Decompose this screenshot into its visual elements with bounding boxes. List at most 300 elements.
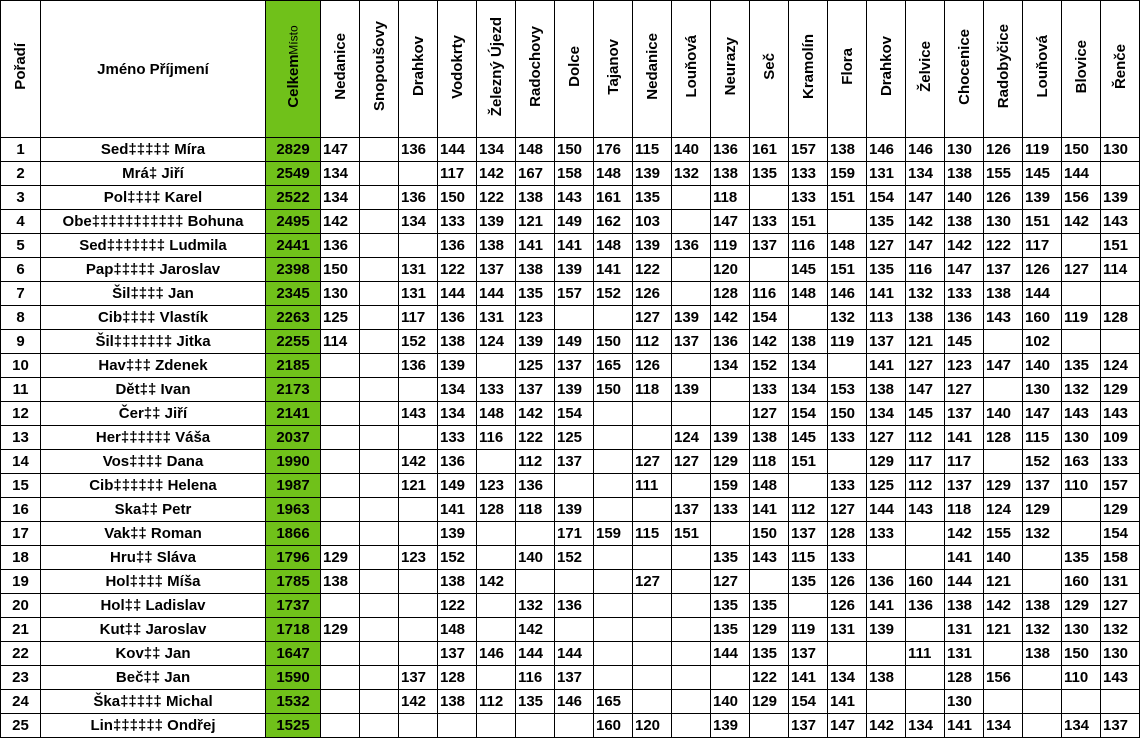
score-cell: 137 [555, 450, 594, 474]
score-cell: 138 [1023, 594, 1062, 618]
score-cell: 128 [828, 522, 867, 546]
score-cell: 117 [399, 306, 438, 330]
score-cell [906, 546, 945, 570]
score-cell: 165 [594, 354, 633, 378]
score-cell [360, 642, 399, 666]
score-cell: 138 [945, 162, 984, 186]
score-cell: 131 [867, 162, 906, 186]
score-cell: 145 [789, 258, 828, 282]
score-cell: 148 [789, 282, 828, 306]
score-cell: 139 [438, 522, 477, 546]
score-cell [633, 618, 672, 642]
score-cell: 153 [828, 378, 867, 402]
score-cell: 165 [594, 690, 633, 714]
rank-cell: 5 [1, 234, 41, 258]
score-cell: 141 [867, 282, 906, 306]
score-cell: 115 [789, 546, 828, 570]
score-cell: 146 [828, 282, 867, 306]
table-row [1, 690, 1140, 714]
score-cell: 135 [789, 570, 828, 594]
score-cell: 138 [945, 594, 984, 618]
score-cell: 146 [555, 690, 594, 714]
total-cell: 1987 [266, 474, 321, 498]
score-cell [360, 234, 399, 258]
score-cell [321, 378, 360, 402]
score-cell [360, 210, 399, 234]
score-cell: 150 [555, 138, 594, 162]
score-cell [1023, 570, 1062, 594]
score-cell: 137 [555, 666, 594, 690]
score-cell [633, 642, 672, 666]
score-cell: 135 [750, 594, 789, 618]
score-cell: 147 [906, 186, 945, 210]
score-cell: 126 [633, 354, 672, 378]
score-cell [906, 690, 945, 714]
score-cell: 130 [945, 138, 984, 162]
score-cell: 134 [438, 378, 477, 402]
score-cell: 127 [906, 354, 945, 378]
score-cell: 159 [594, 522, 633, 546]
score-cell [360, 474, 399, 498]
score-cell: 142 [516, 402, 555, 426]
score-cell [360, 450, 399, 474]
score-cell: 137 [1023, 474, 1062, 498]
score-cell [672, 618, 711, 642]
score-cell: 137 [1101, 714, 1140, 738]
score-cell [594, 450, 633, 474]
score-cell: 130 [1101, 642, 1140, 666]
rank-cell: 13 [1, 426, 41, 450]
score-cell: 116 [906, 258, 945, 282]
score-cell: 136 [867, 570, 906, 594]
score-cell: 140 [711, 690, 750, 714]
score-cell: 134 [321, 162, 360, 186]
score-cell: 133 [828, 546, 867, 570]
score-cell: 163 [1062, 450, 1101, 474]
score-cell: 132 [1023, 522, 1062, 546]
score-cell: 154 [1101, 522, 1140, 546]
score-cell: 148 [594, 162, 633, 186]
score-cell: 116 [750, 282, 789, 306]
score-cell: 122 [438, 594, 477, 618]
score-cell: 143 [1101, 210, 1140, 234]
score-cell: 133 [750, 378, 789, 402]
score-cell: 155 [984, 522, 1023, 546]
score-cell [1023, 666, 1062, 690]
score-cell: 137 [945, 474, 984, 498]
score-cell: 127 [633, 306, 672, 330]
score-cell: 152 [555, 546, 594, 570]
score-cell: 120 [711, 258, 750, 282]
rank-cell: 6 [1, 258, 41, 282]
score-cell: 142 [516, 618, 555, 642]
total-cell: 1590 [266, 666, 321, 690]
score-cell: 144 [438, 282, 477, 306]
total-cell: 1647 [266, 642, 321, 666]
score-cell: 138 [438, 690, 477, 714]
rank-cell: 20 [1, 594, 41, 618]
score-cell [321, 498, 360, 522]
score-cell [1062, 282, 1101, 306]
score-cell: 122 [516, 426, 555, 450]
score-cell [360, 666, 399, 690]
score-cell [360, 570, 399, 594]
score-cell [360, 594, 399, 618]
score-cell: 138 [477, 234, 516, 258]
rank-cell: 21 [1, 618, 41, 642]
score-cell: 125 [321, 306, 360, 330]
score-cell [399, 426, 438, 450]
score-cell: 135 [1062, 546, 1101, 570]
score-cell [555, 714, 594, 738]
score-cell: 122 [438, 258, 477, 282]
score-cell [399, 234, 438, 258]
score-cell: 145 [906, 402, 945, 426]
venue-header: Blovice [1062, 1, 1101, 138]
score-cell [360, 282, 399, 306]
score-cell: 116 [516, 666, 555, 690]
table-body [1, 138, 1140, 738]
table-row [1, 666, 1140, 690]
score-cell: 150 [1062, 642, 1101, 666]
score-cell: 123 [945, 354, 984, 378]
score-cell: 109 [1101, 426, 1140, 450]
score-cell [789, 594, 828, 618]
score-cell: 133 [711, 498, 750, 522]
table-row [1, 474, 1140, 498]
score-cell: 130 [321, 282, 360, 306]
score-cell: 140 [672, 138, 711, 162]
score-cell: 122 [633, 258, 672, 282]
score-cell: 140 [984, 402, 1023, 426]
score-cell: 132 [1023, 618, 1062, 642]
score-cell: 147 [711, 210, 750, 234]
score-cell: 167 [516, 162, 555, 186]
rank-cell: 25 [1, 714, 41, 738]
score-cell [984, 690, 1023, 714]
score-cell: 176 [594, 138, 633, 162]
score-cell: 151 [1023, 210, 1062, 234]
score-cell: 136 [516, 474, 555, 498]
rank-cell: 19 [1, 570, 41, 594]
score-cell: 139 [867, 618, 906, 642]
score-cell: 152 [750, 354, 789, 378]
score-cell [984, 450, 1023, 474]
score-cell: 147 [828, 714, 867, 738]
header-row [1, 1, 1140, 138]
name-cell: Hol‡‡ Ladislav [41, 594, 266, 618]
venue-header: Snopoušovy [360, 1, 399, 138]
total-cell: 2185 [266, 354, 321, 378]
score-cell: 152 [438, 546, 477, 570]
score-cell: 151 [828, 186, 867, 210]
score-cell: 154 [789, 402, 828, 426]
rank-cell: 17 [1, 522, 41, 546]
score-cell: 147 [984, 354, 1023, 378]
score-cell: 137 [867, 330, 906, 354]
score-cell: 131 [1101, 570, 1140, 594]
total-cell: 2829 [266, 138, 321, 162]
score-cell [360, 522, 399, 546]
score-cell [984, 330, 1023, 354]
score-cell [984, 642, 1023, 666]
score-cell: 139 [711, 426, 750, 450]
score-cell: 124 [984, 498, 1023, 522]
score-cell: 119 [1023, 138, 1062, 162]
score-cell [672, 282, 711, 306]
score-cell: 130 [1062, 426, 1101, 450]
score-cell [1101, 162, 1140, 186]
score-cell: 133 [789, 186, 828, 210]
score-cell: 129 [750, 690, 789, 714]
score-cell: 139 [633, 234, 672, 258]
score-cell: 135 [633, 186, 672, 210]
score-cell: 115 [633, 138, 672, 162]
score-cell: 148 [438, 618, 477, 642]
total-cell: 1718 [266, 618, 321, 642]
score-cell [321, 642, 360, 666]
score-cell: 121 [984, 618, 1023, 642]
score-cell: 145 [789, 426, 828, 450]
score-cell: 154 [867, 186, 906, 210]
score-cell [1062, 330, 1101, 354]
score-cell: 135 [711, 618, 750, 642]
name-cell: Lin‡‡‡‡‡‡ Ondřej [41, 714, 266, 738]
score-cell: 134 [399, 210, 438, 234]
score-cell [477, 594, 516, 618]
score-cell: 110 [1062, 666, 1101, 690]
score-cell: 142 [867, 714, 906, 738]
score-cell [1023, 546, 1062, 570]
venue-header: Nedanice [633, 1, 672, 138]
score-cell [477, 450, 516, 474]
score-cell: 131 [945, 642, 984, 666]
score-cell: 118 [711, 186, 750, 210]
score-cell: 127 [711, 570, 750, 594]
score-cell: 135 [711, 594, 750, 618]
score-cell: 114 [1101, 258, 1140, 282]
score-cell [867, 642, 906, 666]
score-cell: 145 [1023, 162, 1062, 186]
score-cell: 119 [828, 330, 867, 354]
score-cell: 136 [672, 234, 711, 258]
score-cell: 127 [945, 378, 984, 402]
score-cell: 137 [984, 258, 1023, 282]
name-cell: Sed‡‡‡‡‡‡‡ Ludmila [41, 234, 266, 258]
score-cell: 137 [789, 714, 828, 738]
score-cell [906, 666, 945, 690]
score-cell: 143 [399, 402, 438, 426]
score-cell: 143 [906, 498, 945, 522]
score-cell: 127 [867, 426, 906, 450]
score-cell: 129 [1101, 498, 1140, 522]
score-cell: 138 [984, 282, 1023, 306]
score-cell: 111 [906, 642, 945, 666]
table-row [1, 330, 1140, 354]
score-cell: 136 [906, 594, 945, 618]
total-cell: 1525 [266, 714, 321, 738]
total-header [266, 1, 321, 138]
score-cell: 111 [633, 474, 672, 498]
score-cell: 119 [711, 234, 750, 258]
score-cell: 151 [789, 210, 828, 234]
score-cell: 117 [1023, 234, 1062, 258]
table-row [1, 570, 1140, 594]
score-cell: 148 [828, 234, 867, 258]
score-cell: 121 [516, 210, 555, 234]
score-cell: 126 [984, 186, 1023, 210]
score-cell: 138 [789, 330, 828, 354]
score-cell: 134 [477, 138, 516, 162]
total-cell: 2522 [266, 186, 321, 210]
score-cell: 129 [711, 450, 750, 474]
score-cell [360, 498, 399, 522]
venue-header: Vodokrty [438, 1, 477, 138]
score-cell [633, 498, 672, 522]
score-cell: 138 [867, 666, 906, 690]
score-cell: 129 [750, 618, 789, 642]
score-cell: 144 [1062, 162, 1101, 186]
score-cell: 136 [438, 234, 477, 258]
score-cell: 140 [516, 546, 555, 570]
total-header-label: Celkem [284, 54, 302, 108]
score-cell: 140 [984, 546, 1023, 570]
score-cell: 137 [672, 330, 711, 354]
score-cell: 142 [711, 306, 750, 330]
score-cell: 136 [399, 138, 438, 162]
score-cell [321, 522, 360, 546]
score-cell [477, 666, 516, 690]
score-cell [1062, 234, 1101, 258]
score-cell: 144 [555, 642, 594, 666]
score-cell: 143 [750, 546, 789, 570]
score-cell: 133 [438, 426, 477, 450]
table-row [1, 306, 1140, 330]
table-row [1, 402, 1140, 426]
venue-header: Drahkov [399, 1, 438, 138]
score-cell: 119 [789, 618, 828, 642]
total-cell: 1866 [266, 522, 321, 546]
name-cell: Ska‡‡ Petr [41, 498, 266, 522]
score-cell: 135 [867, 258, 906, 282]
table-row [1, 354, 1140, 378]
score-cell: 138 [867, 378, 906, 402]
score-cell: 150 [828, 402, 867, 426]
score-cell [516, 522, 555, 546]
score-cell: 124 [1101, 354, 1140, 378]
score-cell: 138 [1023, 642, 1062, 666]
total-cell: 1990 [266, 450, 321, 474]
score-cell: 141 [867, 354, 906, 378]
venue-header: Železný Újezd [477, 1, 516, 138]
score-cell [633, 594, 672, 618]
score-cell: 138 [750, 426, 789, 450]
total-cell: 1532 [266, 690, 321, 714]
score-cell [555, 618, 594, 642]
score-cell [360, 354, 399, 378]
score-cell: 134 [438, 402, 477, 426]
score-cell: 157 [1101, 474, 1140, 498]
score-cell [594, 306, 633, 330]
table-row [1, 162, 1140, 186]
score-cell [711, 666, 750, 690]
venue-header: Želvice [906, 1, 945, 138]
score-cell: 135 [516, 282, 555, 306]
score-cell: 137 [399, 666, 438, 690]
total-cell: 2255 [266, 330, 321, 354]
venue-header: Louňová [672, 1, 711, 138]
score-cell [360, 714, 399, 738]
score-cell: 141 [828, 690, 867, 714]
score-cell [360, 306, 399, 330]
score-cell [672, 594, 711, 618]
table-row [1, 258, 1140, 282]
score-cell: 147 [906, 378, 945, 402]
score-cell: 154 [789, 690, 828, 714]
score-cell: 122 [477, 186, 516, 210]
score-cell [1062, 522, 1101, 546]
score-cell: 156 [1062, 186, 1101, 210]
score-cell: 150 [321, 258, 360, 282]
score-cell [438, 714, 477, 738]
score-cell: 142 [906, 210, 945, 234]
score-cell: 158 [1101, 546, 1140, 570]
table-row [1, 426, 1140, 450]
venue-header: Chocenice [945, 1, 984, 138]
venue-header: Radochovy [516, 1, 555, 138]
score-cell: 141 [438, 498, 477, 522]
name-cell: Čer‡‡ Jiří [41, 402, 266, 426]
name-cell: Kov‡‡ Jan [41, 642, 266, 666]
score-cell: 128 [711, 282, 750, 306]
score-cell: 142 [399, 690, 438, 714]
score-cell: 126 [828, 594, 867, 618]
score-cell: 128 [477, 498, 516, 522]
score-cell [867, 546, 906, 570]
score-cell [594, 666, 633, 690]
score-cell: 125 [555, 426, 594, 450]
score-cell: 171 [555, 522, 594, 546]
score-cell: 160 [594, 714, 633, 738]
score-cell: 143 [984, 306, 1023, 330]
score-cell: 155 [984, 162, 1023, 186]
score-cell: 133 [1101, 450, 1140, 474]
venue-header: Řenče [1101, 1, 1140, 138]
score-cell [477, 618, 516, 642]
score-cell: 117 [438, 162, 477, 186]
venue-header: Neurazy [711, 1, 750, 138]
score-cell: 139 [438, 354, 477, 378]
score-cell [633, 690, 672, 714]
score-cell [828, 354, 867, 378]
rank-cell: 12 [1, 402, 41, 426]
score-cell [672, 402, 711, 426]
score-cell [360, 162, 399, 186]
score-cell: 115 [1023, 426, 1062, 450]
score-cell [360, 186, 399, 210]
score-cell: 133 [945, 282, 984, 306]
score-cell [321, 450, 360, 474]
score-cell [1023, 714, 1062, 738]
rank-cell: 18 [1, 546, 41, 570]
score-cell: 127 [1101, 594, 1140, 618]
score-cell: 150 [438, 186, 477, 210]
score-cell: 160 [906, 570, 945, 594]
score-cell: 126 [633, 282, 672, 306]
score-cell: 129 [321, 546, 360, 570]
score-cell: 131 [477, 306, 516, 330]
score-cell [711, 402, 750, 426]
